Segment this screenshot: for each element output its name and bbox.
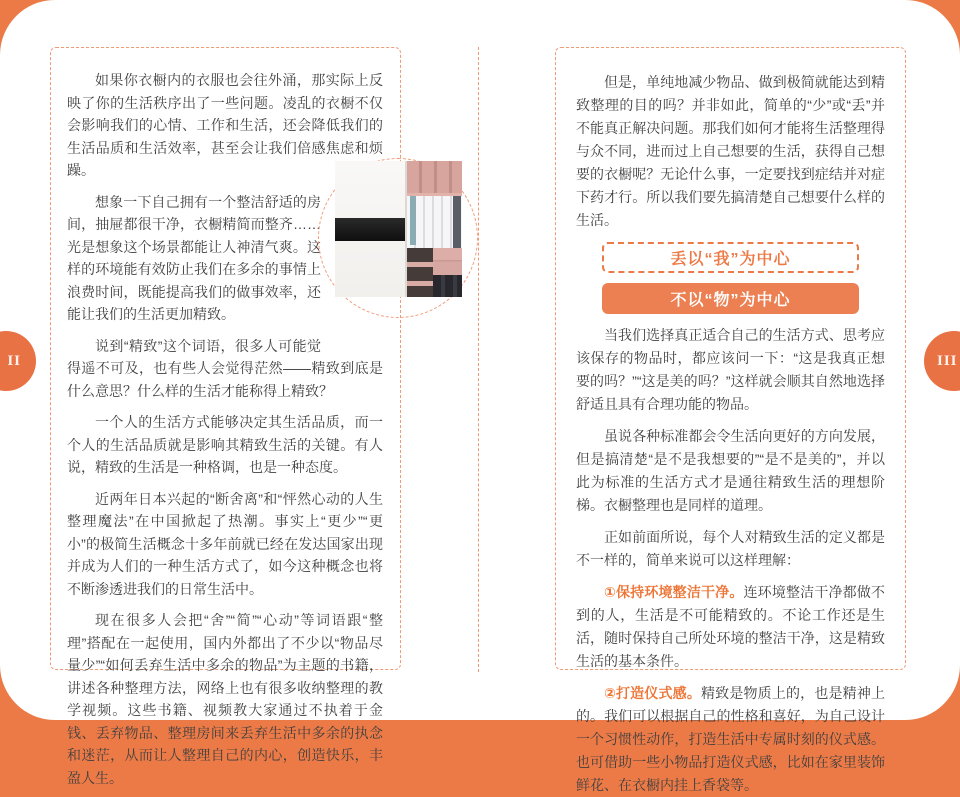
paragraph: 如果你衣橱内的衣服也会往外涌，那实际上反映了你的生活秩序出了一些问题。凌乱的衣橱不仅会影响我们的心情、工作和生活，还会降低我们的生活品质和生活效率，甚至会让我们倍感焦虑和烦躁。: [67, 72, 383, 178]
wardrobe-shelf-cubbies: [407, 248, 432, 297]
dark-garment: [453, 196, 461, 248]
paragraph: 近两年日本兴起的“断舍离”和“怦然心动的人生整理魔法”在中国掀起了热潮。事实上“更少”“更小”的极简生活概念十多年前就已经在发达国家出现并成为人们的一种生活方式了，如今这种概念也将不断渗透进我们的日常生活中。: [67, 490, 383, 597]
wardrobe-lower-section: [407, 248, 462, 297]
point-body: 精致是物质上的，也是精神上的。我们可以根据自己的性格和喜好，为自己设计一个习惯性动作，打造生活中专属时刻的仪式感。也可借助一些小物品打造仪式感，比如在家里装饰鲜花、在衣橱内挂上香袋等。: [576, 685, 885, 793]
page-left: [50, 47, 401, 786]
paragraph: 虽说各种标准都会令生活向更好的方向发展，但是搞清楚“是不是我想要的”“是不是美的”，并以此为标准的生活方式才是通往精致生活的理想阶梯。衣橱整理也是同样的道理。: [576, 428, 885, 513]
wardrobe-door: [335, 161, 407, 297]
wardrobe-photo: [335, 161, 462, 297]
wardrobe-interior: [407, 161, 462, 297]
paragraph: 现在很多人会把“舍”“简”“心动”等词语跟“整理”搭配在一起使用，国内外都出了不少以“物品尽量少”“如何丢弃生活中多余的物品”为主题的书籍，讲述各种整理方法，网络上也有很多收纳整理的教学视频。这些书籍、视频教大家通过不执着于金钱、丢弃物品、整理房间来丢弃生活中多余的执念和迷茫，从而让人整理自己的内心，创造快乐，丰盈人生。: [67, 612, 383, 786]
paragraph: 想象一下自己拥有一个整洁舒适的房间，抽屉都很干净，衣橱精简而整齐……光是想象这个场景都能让人神清气爽。这样的环境能有效防止我们在多余的事情上浪费时间，既能提高我们的做事效率，还能让我们的生活更加精致。: [67, 193, 321, 322]
page-number-badge-right: III: [924, 331, 960, 391]
spine-divider: [478, 47, 479, 672]
banner-not-thing-centered: 不以“物”为中心: [602, 283, 859, 314]
point-lead: ①保持环境整洁干净。: [604, 584, 744, 600]
wardrobe-drawers: [433, 248, 462, 275]
page-right: [555, 47, 906, 793]
page-number-badge-left: II: [0, 331, 36, 391]
point-body: 连环境整洁干净都做不到的人，生活是不可能精致的。不论工作还是生活，随时保持自己所处环境的整洁干净，这是精致生活的基本条件。: [576, 584, 886, 669]
wardrobe-door-glass-band: [335, 218, 405, 241]
numbered-point-1: [576, 581, 885, 673]
folded-dark-clothes: [433, 275, 462, 297]
teal-shirt: [410, 196, 417, 245]
paragraph: 一个人的生活方式能够决定其生活品质，而一个人的生活品质就是影响其精致生活的关键。有人说，精致的生活是一种格调，也是一种态度。: [67, 414, 383, 475]
point-lead: ②打造仪式感。: [604, 685, 702, 701]
paragraph: 当我们选择真正适合自己的生活方式、思考应该保存的物品时，都应该问一下：“这是我真正想要的吗？”“这是美的吗？”这样就会顺其自然地选择舒适且具有合理功能的物品。: [576, 327, 885, 412]
wardrobe-hanging-shirts: [407, 196, 462, 248]
paragraph: 但是，单纯地减少物品、做到极简就能达到精致整理的目的吗？并非如此，简单的“少”或“丢”并不能真正解决问题。那我们如何才能将生活整理得与众不同，进而过上自己想要的生活，获得自己想要的衣橱呢？无论什么事，一定要找到症结并对症下药才行。所以我们要先搞清楚自己想要什么样的生活。: [576, 74, 885, 228]
paragraph: 说到“精致”这个词语，很多人可能觉得遥不可及，也有些人会觉得茫然——精致到底是什么意思？什么样的生活才能称得上精致？: [67, 337, 383, 399]
banner-me-centered: 丢以“我”为中心: [602, 242, 859, 273]
wardrobe-storage-boxes: [407, 161, 462, 196]
paragraph: 正如前面所说，每个人对精致生活的定义都是不一样的，简单来说可以这样理解：: [576, 529, 885, 568]
numbered-point-2: [576, 682, 885, 797]
